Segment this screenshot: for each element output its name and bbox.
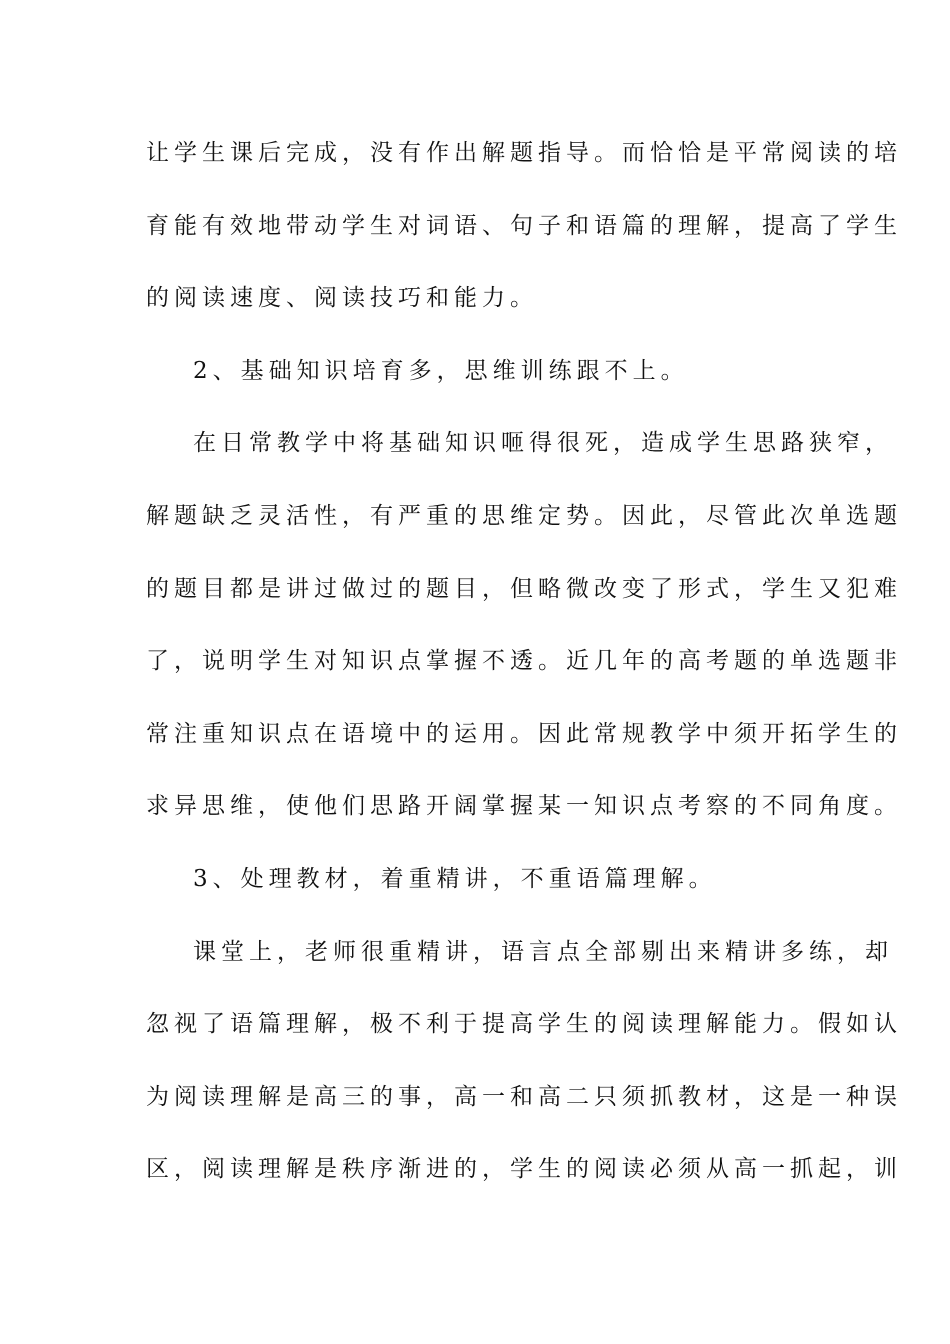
document-page	[146, 128, 902, 1217]
section-heading: 3、处理教材，着重精讲，不重语篇理解。	[193, 865, 717, 892]
text-line: 求异思维，使他们思路开阔掌握某一知识点考察的不同角度。	[146, 793, 902, 820]
text-line: 区，阅读理解是秩序渐进的，学生的阅读必须从高一抓起，训	[146, 1156, 902, 1183]
text-line: 课堂上，老师很重精讲，语言点全部剔出来精讲多练，却	[193, 938, 893, 965]
section-heading: 2、基础知识培育多，思维训练跟不上。	[193, 357, 689, 384]
text-line: 了，说明学生对知识点掌握不透。近几年的高考题的单选题非	[146, 648, 902, 675]
text-line: 的题目都是讲过做过的题目，但略微改变了形式，学生又犯难	[146, 575, 902, 602]
text-line: 解题缺乏灵活性，有严重的思维定势。因此，尽管此次单选题	[146, 502, 902, 529]
text-line: 让学生课后完成，没有作出解题指导。而恰恰是平常阅读的培	[146, 140, 902, 166]
text-line: 的阅读速度、阅读技巧和能力。	[146, 285, 538, 312]
text-line: 为阅读理解是高三的事，高一和高二只须抓教材，这是一种误	[146, 1083, 902, 1110]
text-line: 育能有效地带动学生对词语、句子和语篇的理解，提高了学生	[146, 212, 902, 239]
text-line: 忽视了语篇理解，极不利于提高学生的阅读理解能力。假如认	[146, 1011, 902, 1038]
text-line: 常注重知识点在语境中的运用。因此常规教学中须开拓学生的	[146, 720, 902, 747]
text-line: 在日常教学中将基础知识咂得很死，造成学生思路狭窄，	[193, 430, 893, 457]
